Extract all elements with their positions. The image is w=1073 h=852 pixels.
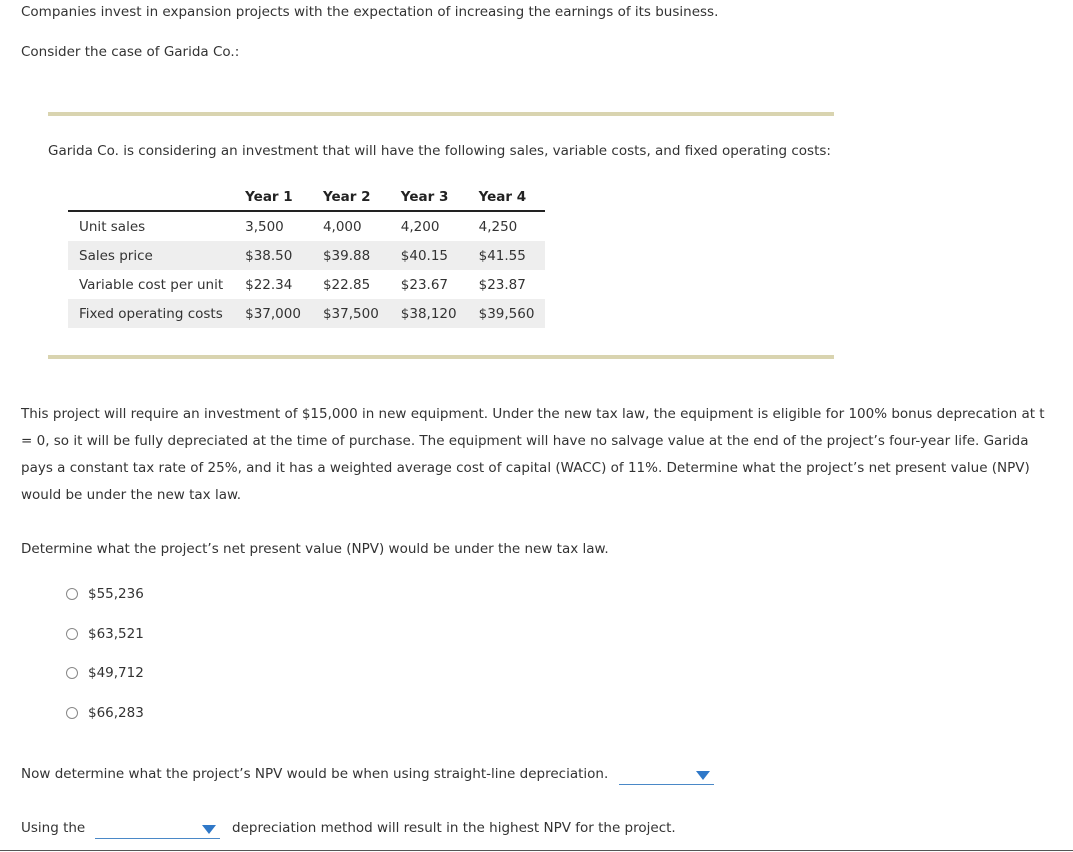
table-cell: $40.15: [390, 241, 468, 270]
table-cell: $22.34: [245, 276, 293, 293]
table-cell: 3,500: [245, 218, 284, 235]
npv-question: Determine what the project’s net present value (NPV) would be under the new tax law.: [21, 541, 609, 557]
table-header-year-4: Year 4: [468, 183, 546, 211]
option-label: $55,236: [88, 586, 144, 602]
table-cell: $23.67: [400, 276, 449, 293]
table-cell: 4,000: [322, 218, 362, 235]
table-cell: $39,560: [468, 299, 546, 328]
radio-button[interactable]: [66, 667, 78, 679]
radio-button[interactable]: [66, 628, 78, 640]
table-cell: $22.85: [322, 276, 371, 293]
straight-line-npv-dropdown[interactable]: [619, 766, 714, 785]
radio-button[interactable]: [66, 707, 78, 719]
costs-table: [68, 183, 545, 328]
table-row: [68, 241, 545, 270]
intro-line-1: Companies invest in expansion projects with the expectation of increasing the earnings of its business.: [21, 4, 719, 20]
row-label: Sales price: [68, 241, 234, 270]
section-divider-bottom: [48, 355, 834, 359]
table-cell: $38.50: [234, 241, 312, 270]
npv-option-4[interactable]: [66, 705, 144, 721]
straight-line-question: Now determine what the project’s NPV would be when using straight-line depreciation.: [21, 766, 609, 782]
table-cell: $38,120: [390, 299, 468, 328]
row-label: Unit sales: [79, 218, 146, 235]
row-label: Variable cost per unit: [79, 276, 224, 293]
npv-option-1[interactable]: [66, 586, 144, 602]
table-header-year-3: Year 3: [390, 183, 468, 211]
bottom-border: [0, 850, 1073, 851]
table-cell: 4,250: [478, 218, 518, 235]
option-label: $49,712: [88, 665, 144, 681]
table-header-year-1: Year 1: [234, 183, 312, 211]
npv-option-3[interactable]: [66, 665, 144, 681]
option-label: $66,283: [88, 705, 144, 721]
table-cell: $39.88: [312, 241, 390, 270]
table-cell: 4,200: [400, 218, 440, 235]
case-description: Garida Co. is considering an investment that will have the following sales, variable costs, and fixed operating costs:: [48, 143, 831, 159]
option-label: $63,521: [88, 626, 144, 642]
highest-npv-suffix: depreciation method will result in the highest NPV for the project.: [232, 820, 676, 836]
radio-button[interactable]: [66, 588, 78, 600]
table-cell: $37,500: [312, 299, 390, 328]
section-divider-top: [48, 112, 834, 116]
intro-line-2: Consider the case of Garida Co.:: [21, 44, 240, 60]
table-header-row: [68, 183, 545, 211]
table-cell: $41.55: [468, 241, 546, 270]
table-row: [68, 270, 545, 299]
project-paragraph: This project will require an investment of $15,000 in new equipment. Under the new tax law, the equipment is eligible for 100% bonus deprecation at t = 0, so it will be fully depreciated at the time of purchase. The equipment will have no salvage value at the end of the project’s four-year life. Garida pays a constant tax rate of 25%, and it has a weighted average cost of capital (WACC) of 11%. Determine what the project’s net present value (NPV) would be under the new tax law.: [21, 406, 1045, 503]
table-cell: $23.87: [478, 276, 526, 293]
table-header-year-2: Year 2: [312, 183, 390, 211]
table-cell: $37,000: [234, 299, 312, 328]
depreciation-method-dropdown[interactable]: [95, 820, 220, 839]
caret-down-icon: [202, 825, 216, 834]
caret-down-icon: [696, 771, 710, 780]
highest-npv-prefix: Using the: [21, 820, 86, 836]
table-header-blank: [68, 183, 234, 211]
npv-option-2[interactable]: [66, 626, 144, 642]
table-row: [68, 299, 545, 328]
table-row: [68, 211, 545, 241]
row-label: Fixed operating costs: [68, 299, 234, 328]
